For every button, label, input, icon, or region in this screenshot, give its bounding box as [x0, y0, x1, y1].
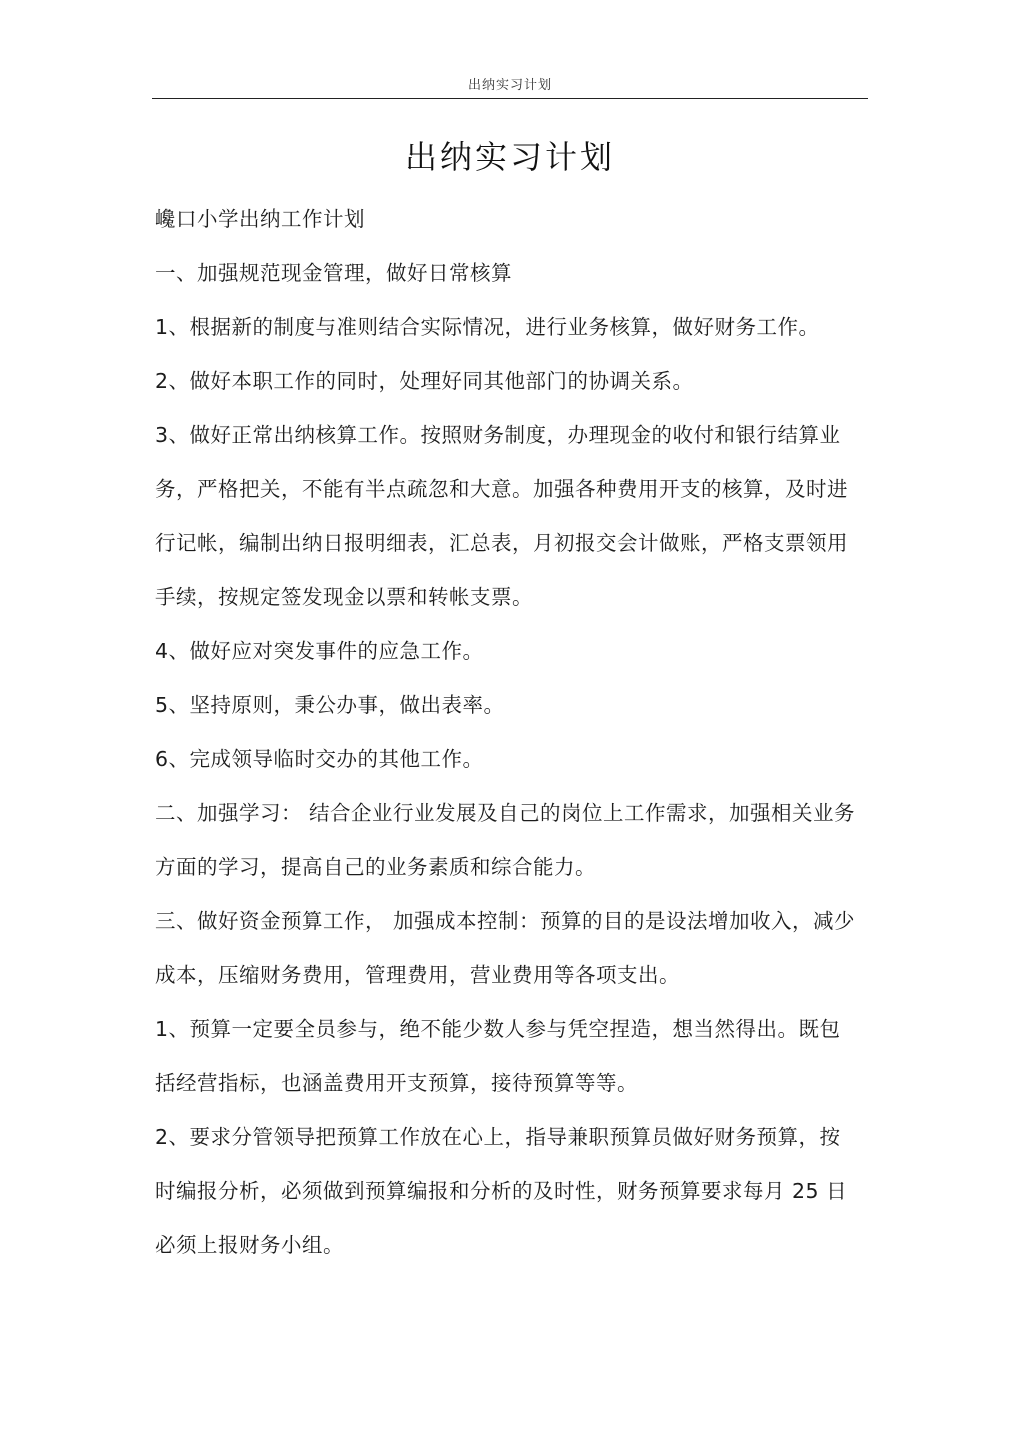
section-1-item-6: 6、完成领导临时交办的其他工作。 — [155, 747, 484, 771]
section-3-item-2: 2、要求分管领导把预算工作放在心上，指导兼职预算员做好财务预算，按时编报分析，必须做到预算编报和分析的及时性，财务预算要求每月 25 日必须上报财务小组。 — [155, 1125, 848, 1257]
section-1-item-2: 2、做好本职工作的同时，处理好同其他部门的协调关系。 — [155, 369, 694, 393]
section-1-item-4: 4、做好应对突发事件的应急工作。 — [155, 639, 484, 663]
section-1-item-5: 5、坚持原则，秉公办事，做出表率。 — [155, 693, 505, 717]
section-1-item-1: 1、根据新的制度与准则结合实际情况，进行业务核算，做好财务工作。 — [155, 315, 820, 339]
section-1-item-3: 3、做好正常出纳核算工作。按照财务制度，办理现金的收付和银行结算业务，严格把关，不能有半点疏忽和大意。加强各种费用开支的核算，及时进行记帐，编制出纳日报明细表，汇总表，月初报交会计做账，严格支票领用手续，按规定签发现金以票和转帐支票。 — [155, 423, 848, 609]
section-3-item-1: 1、预算一定要全员参与，绝不能少数人参与凭空捏造，想当然得出。既包括经营指标，也涵盖费用开支预算，接待预算等等。 — [155, 1017, 841, 1095]
section-1-heading: 一、加强规范现金管理，做好日常核算 — [155, 261, 512, 285]
header-rule — [152, 98, 868, 99]
document-body — [155, 192, 855, 1272]
page-title: 出纳实习计划 — [404, 138, 615, 176]
school-plan-heading: 巉口小学出纳工作计划 — [155, 207, 365, 231]
section-3-paragraph: 三、做好资金预算工作， 加强成本控制：预算的目的是设法增加收入，减少成本，压缩财务费用，管理费用，营业费用等各项支出。 — [155, 909, 856, 987]
running-header: 出纳实习计划 — [467, 78, 552, 93]
section-2-paragraph: 二、加强学习： 结合企业行业发展及自己的岗位上工作需求，加强相关业务方面的学习，提高自己的业务素质和综合能力。 — [155, 801, 856, 879]
